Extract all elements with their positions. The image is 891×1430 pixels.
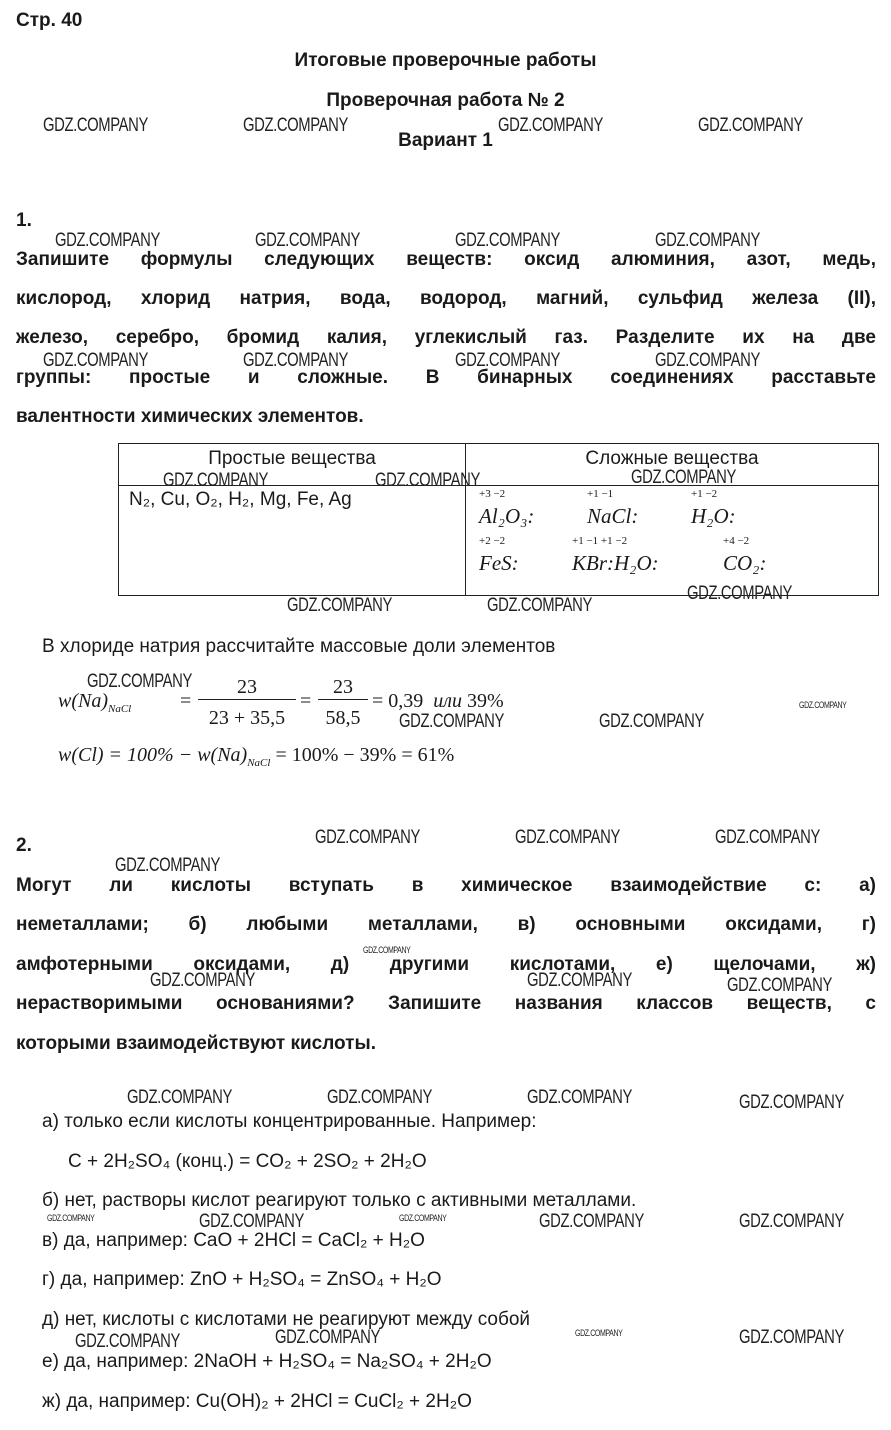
question-1-number: 1. <box>16 210 32 231</box>
watermark: GDZ.COMPANY <box>375 470 480 491</box>
watermark: GDZ.COMPANY <box>687 583 792 604</box>
watermark: GDZ.COMPANY <box>455 230 560 251</box>
watermark: GDZ.COMPANY <box>150 970 255 991</box>
equals-sign: = <box>300 690 312 712</box>
answer-equation: C + 2H₂SO₄ (конц.) = CO₂ + 2SO₂ + 2H₂O <box>68 1151 427 1172</box>
question-2-line: которыми взаимодействуют кислоты. <box>16 1033 376 1054</box>
work-title: Проверочная работа № 2 <box>326 90 565 111</box>
watermark: GDZ.COMPANY <box>243 350 348 371</box>
fraction-denominator: 58,5 <box>325 707 361 729</box>
table-header-simple: Простые вещества <box>208 448 376 469</box>
question-1-line: валентности химических элементов. <box>16 406 364 427</box>
question-2-line: нерастворимыми основаниями? Запишите названия классов веществ, с <box>16 993 876 1014</box>
answer-line: е) да, например: 2NaOH + H₂SO₄ = Na₂SO₄ + 2H₂O <box>42 1351 492 1372</box>
watermark: GDZ.COMPANY <box>127 1087 232 1108</box>
watermark: GDZ.COMPANY <box>527 1087 632 1108</box>
answer-line: в) да, например: CaO + 2HCl = CaCl₂ + H₂O <box>42 1230 425 1251</box>
fraction-numerator: 23 <box>198 676 296 700</box>
watermark: GDZ.COMPANY <box>655 350 760 371</box>
question-1-line: Запишите формулы следующих веществ: оксид алюминия, азот, медь, <box>16 249 876 270</box>
fraction-numerator: 23 <box>318 676 368 700</box>
question-2-line: амфотерными оксидами, д) другими кислотами, е) щелочами, ж) <box>16 954 876 975</box>
watermark: GDZ.COMPANY <box>739 1327 844 1348</box>
watermark: GDZ.COMPANY <box>739 1211 844 1232</box>
watermark: GDZ.COMPANY <box>327 1087 432 1108</box>
watermark: GDZ.COMPANY <box>255 230 360 251</box>
complex-formula: +4 −2 CO₂: <box>723 535 767 575</box>
watermark: GDZ.COMPANY <box>87 671 192 692</box>
watermark: GDZ.COMPANY <box>515 827 620 848</box>
watermark: GDZ.COMPANY <box>455 350 560 371</box>
watermark: GDZ.COMPANY <box>655 230 760 251</box>
watermark: GDZ.COMPANY <box>275 1327 380 1348</box>
watermark: GDZ.COMPANY <box>498 115 603 136</box>
watermark: GDZ.COMPANY <box>487 595 592 616</box>
watermark: GDZ.COMPANY <box>363 945 411 955</box>
answer-line: б) нет, растворы кислот реагируют только с активными металлами. <box>42 1190 637 1211</box>
fraction-denominator: 23 + 35,5 <box>208 707 286 729</box>
watermark: GDZ.COMPANY <box>727 975 832 996</box>
answer-line: а) только если кислоты концентрированные. Например: <box>42 1111 537 1132</box>
watermark: GDZ.COMPANY <box>739 1092 844 1113</box>
watermark: GDZ.COMPANY <box>799 700 847 710</box>
table-header-complex: Сложные вещества <box>585 448 759 469</box>
watermark: GDZ.COMPANY <box>527 970 632 991</box>
question-1-line: железо, серебро, бромид калия, углекислый газ. Разделите их на две <box>16 327 876 348</box>
question-1-line: группы: простые и сложные. В бинарных соединениях расставьте <box>16 367 876 388</box>
watermark: GDZ.COMPANY <box>55 230 160 251</box>
complex-formula: +3 −2 Al₂O₃: <box>479 488 535 528</box>
watermark: GDZ.COMPANY <box>287 595 392 616</box>
substances-table <box>118 443 879 596</box>
complex-formula: +1 −2 H₂O: <box>691 488 736 528</box>
watermark: GDZ.COMPANY <box>243 115 348 136</box>
watermark: GDZ.COMPANY <box>539 1211 644 1232</box>
page-label: Стр. 40 <box>16 10 83 31</box>
watermark: GDZ.COMPANY <box>399 1213 447 1223</box>
watermark: GDZ.COMPANY <box>43 115 148 136</box>
watermark: GDZ.COMPANY <box>75 1331 180 1352</box>
equals-sign: = <box>180 690 192 712</box>
watermark: GDZ.COMPANY <box>315 827 420 848</box>
watermark: GDZ.COMPANY <box>399 711 504 732</box>
watermark: GDZ.COMPANY <box>631 467 736 488</box>
calc-line-2: $w(Cl) = 100\% - w(Na)_{NaCl} = 100\% - 39\% = 61\%$ <box>58 744 455 769</box>
watermark: GDZ.COMPANY <box>698 115 803 136</box>
watermark: GDZ.COMPANY <box>47 1213 95 1223</box>
answer-line: д) нет, кислоты с кислотами не реагируют между собой <box>42 1309 531 1330</box>
variant-title: Вариант 1 <box>398 130 493 151</box>
watermark: GDZ.COMPANY <box>199 1211 304 1232</box>
complex-formula: +1 −1 NaCl: <box>587 488 639 528</box>
watermark: GDZ.COMPANY <box>43 350 148 371</box>
simple-substances: N₂, Cu, O₂, H₂, Mg, Fe, Ag <box>129 489 352 510</box>
complex-formula: +1 −1 +1 −2 KBr:H₂O: <box>572 535 659 575</box>
watermark: GDZ.COMPANY <box>599 711 704 732</box>
question-2-number: 2. <box>16 835 32 856</box>
section-title: Итоговые проверочные работы <box>294 50 597 71</box>
question-2-line: неметаллами; б) любыми металлами, в) основными оксидами, г) <box>16 914 876 935</box>
watermark: GDZ.COMPANY <box>715 827 820 848</box>
mass-fraction-task: В хлориде натрия рассчитайте массовые доли элементов <box>42 636 556 657</box>
calc-result: = 0,39 или 39% <box>372 690 504 712</box>
question-2-line: Могут ли кислоты вступать в химическое взаимодействие с: а) <box>16 875 876 896</box>
complex-formula: +2 −2 FeS: <box>479 535 519 575</box>
watermark: GDZ.COMPANY <box>115 855 220 876</box>
watermark: GDZ.COMPANY <box>575 1328 623 1338</box>
answer-line: г) да, например: ZnO + H₂SO₄ = ZnSO₄ + H₂O <box>42 1269 442 1290</box>
question-1-line: кислород, хлорид натрия, вода, водород, магний, сульфид железа (II), <box>16 288 876 309</box>
watermark: GDZ.COMPANY <box>163 470 268 491</box>
calc-line-1: $w(Na)_{NaCl}$ <box>58 690 132 715</box>
answer-line: ж) да, например: Cu(OH)₂ + 2HCl = CuCl₂ + 2H₂O <box>42 1391 472 1412</box>
